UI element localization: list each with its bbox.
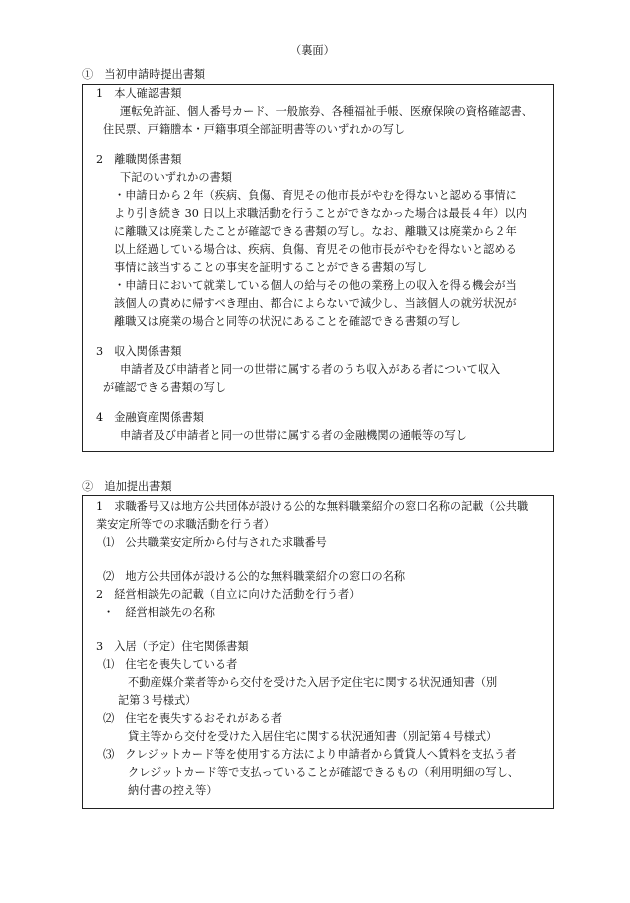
page-title: （裏面） (290, 44, 335, 57)
s1-item3-title: 3 収入関係書類 (96, 345, 182, 358)
s2-line: 1 求職番号又は地方公共団体が設ける公的な無料職業紹介の窓口名称の記載（公共職 (96, 500, 529, 513)
s2-line: ⑴ 住宅を喪失している者 (103, 658, 238, 671)
s1-item1-line: 住民票、戸籍謄本・戸籍事項全部証明書等のいずれかの写し (103, 123, 406, 136)
s1-item3-line: が確認できる書類の写し (103, 381, 227, 394)
s2-line: 貸主等から交付を受けた入居住宅に関する状況通知書（別記第４号様式） (128, 730, 498, 743)
s1-item2-line: 離職又は廃業の場合と同等の状況にあることを確認できる書類の写し (114, 315, 461, 328)
s1-item2-line: に離職又は廃業したことが確認できる書類の写し。なお、離職又は廃業から２年 (114, 225, 517, 238)
s2-line: ⑵ 住宅を喪失するおそれがある者 (103, 712, 283, 725)
s1-item2-line: ・申請日において就業している個人の給与その他の業務上の収入を得る機会が当 (114, 279, 517, 292)
s2-line: ⑵ 地方公共団体が設ける公的な無料職業紹介の窓口の名称 (103, 570, 406, 583)
s1-item4-title: 4 金融資産関係書類 (96, 411, 204, 424)
s1-item2-line: 以上経過している場合は、疾病、負傷、育児その他市長がやむを得ないと認める (114, 243, 517, 256)
s1-item2-line: 下記のいずれかの書類 (120, 171, 232, 184)
s2-line: 不動産媒介業者等から交付を受けた入居予定住宅に関する状況通知書（別 (128, 676, 498, 689)
s1-item2-line: 該個人の責めに帰すべき理由、都合によらないで減少し、当該個人の就労状況が (114, 297, 517, 310)
s1-item2-line: より引き続き 30 日以上求職活動を行うことができなかった場合は最長４年）以内 (114, 207, 527, 220)
s1-item1-line: 運転免許証、個人番号カード、一般旅券、各種福祉手帳、医療保険の資格確認書、 (120, 105, 533, 118)
s2-line: 納付書の控え等） (128, 784, 218, 797)
s2-line: ・ 経営相談先の名称 (103, 606, 215, 619)
s1-item3-line: 申請者及び申請者と同一の世帯に属する者のうち収入がある者について収入 (120, 363, 501, 376)
section1-heading: ① 当初申請時提出書類 (82, 68, 206, 81)
s1-item1-title: 1 本人確認書類 (96, 87, 182, 100)
s2-line: 3 入居（予定）住宅関係書類 (96, 640, 249, 653)
s1-item2-line: 事情に該当することの事実を証明することができる書類の写し (114, 261, 428, 274)
s1-item4-line: 申請者及び申請者と同一の世帯に属する者の金融機関の通帳等の写し (120, 429, 467, 442)
section2-heading: ② 追加提出書類 (82, 480, 172, 493)
s1-item2-title: 2 離職関係書類 (96, 153, 182, 166)
s2-line: 業安定所等での求職活動を行う者） (96, 518, 276, 531)
s2-line: ⑶ クレジットカード等を使用する方法により申請者から賃貸人へ賃料を支払う者 (103, 748, 517, 761)
s2-line: ⑴ 公共職業安定所から付与された求職番号 (103, 536, 327, 549)
s2-line: 2 経営相談先の記載（自立に向けた活動を行う者） (96, 588, 361, 601)
s1-item2-line: ・申請日から２年（疾病、負傷、育児その他市長がやむを得ないと認める事情に (114, 189, 517, 202)
s2-line: 記第３号様式） (118, 694, 197, 707)
s2-line: クレジットカード等で支払っていることが確認できるもの（利用明細の写し、 (128, 766, 519, 779)
